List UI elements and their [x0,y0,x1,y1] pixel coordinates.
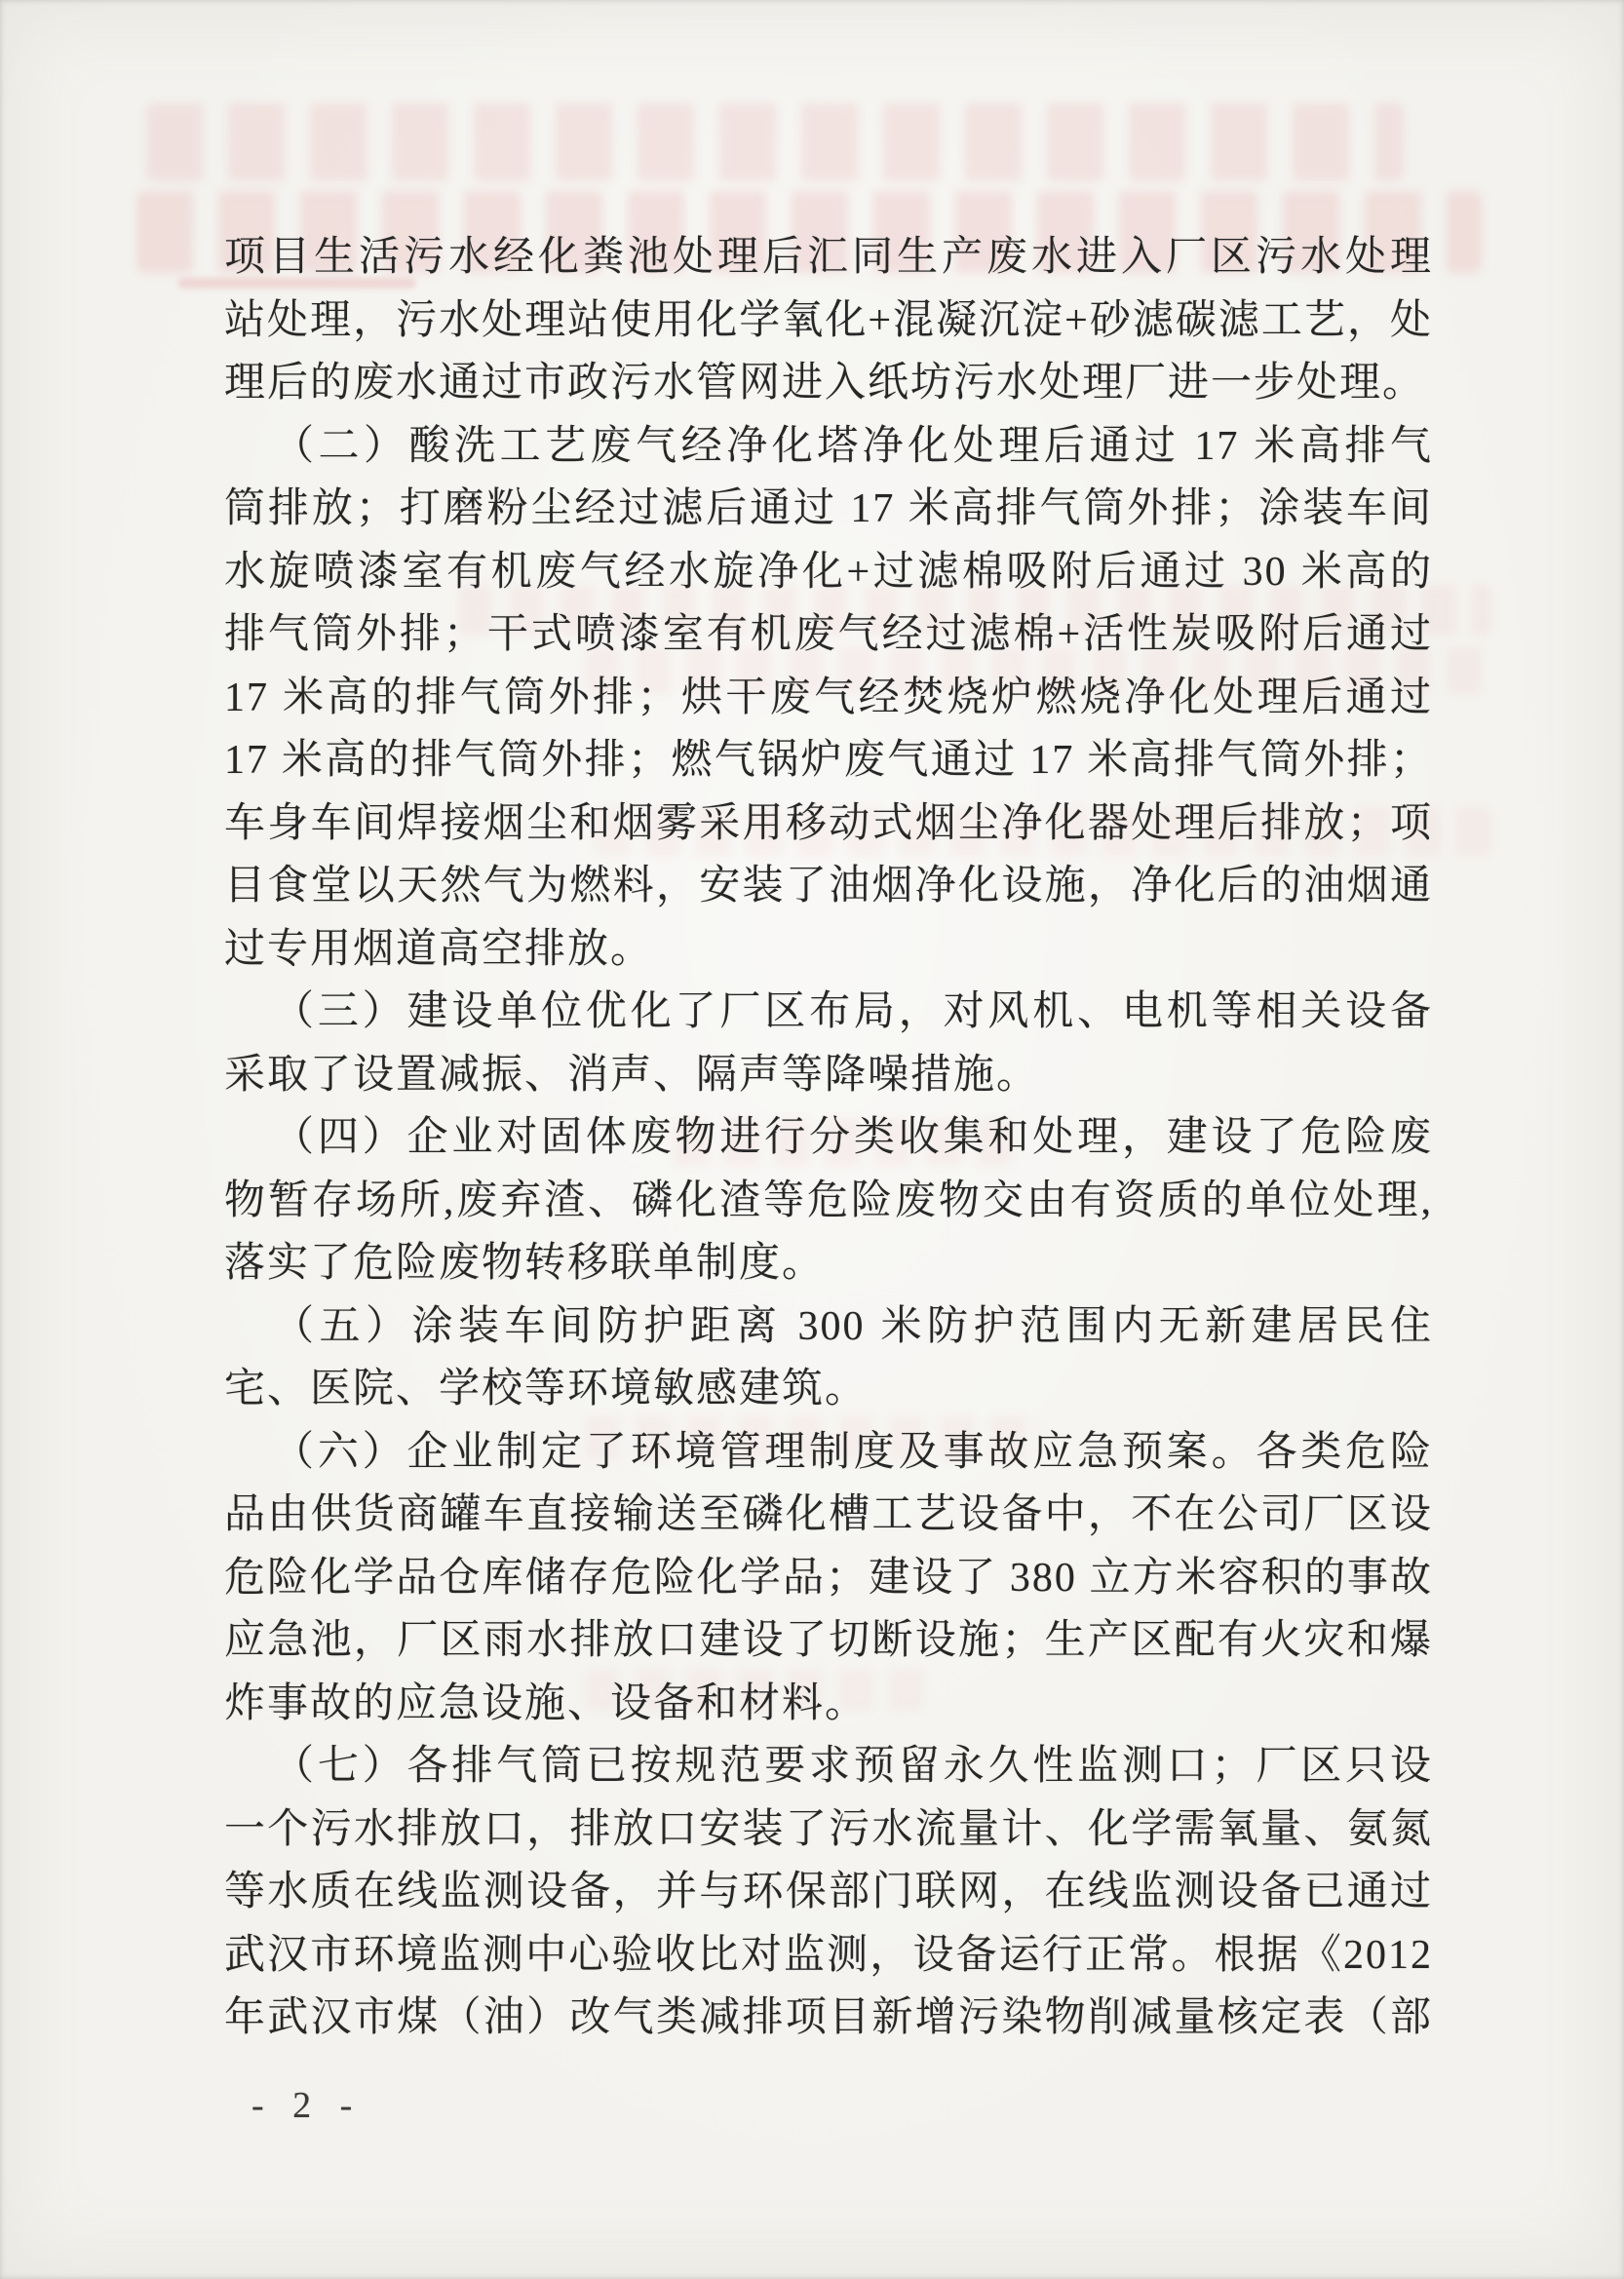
text-line: 排气筒外排；干式喷漆室有机废气经过滤棉+活性炭吸附后通过 [224,612,1433,657]
text-line: 理后的废水通过市政污水管网进入纸坊污水处理厂进一步处理。 [224,361,1426,406]
text-line: （六）企业制定了环境管理制度及事故应急预案。各类危险 [273,1429,1433,1475]
text-line: 过专用烟道高空排放。 [224,926,654,972]
text-line: 目食堂以天然气为燃料，安装了油烟净化设施，净化后的油烟通 [224,864,1433,908]
text-line: 宅、医院、学校等环境敏感建筑。 [224,1367,869,1411]
ink-bleed-artifact [146,103,1404,181]
text-line: 筒排放；打磨粉尘经过滤后通过 17 米高排气筒外排；涂装车间 [224,486,1433,531]
text-line: 物暂存场所,废弃渣、磷化渣等危险废物交由有资质的单位处理, [224,1178,1433,1223]
text-line: （五）涂装车间防护距离 300 米防护范围内无新建居民住 [273,1303,1433,1349]
text-line: （三）建设单位优化了厂区布局，对风机、电机等相关设备 [273,989,1433,1034]
text-line: 年武汉市煤（油）改气类减排项目新增污染物削减量核定表（部 [224,1995,1433,2040]
text-line: 站处理，污水处理站使用化学氧化+混凝沉淀+砂滤碳滤工艺，处 [224,297,1433,343]
page-number: - 2 - [251,2085,363,2126]
document-body [224,226,1433,2050]
text-line: 武汉市环境监测中心验收比对监测，设备运行正常。根据《2012 [224,1932,1433,1978]
text-line: （四）企业对固体废物进行分类收集和处理，建设了危险废 [273,1115,1433,1160]
text-line: 水旋喷漆室有机废气经水旋净化+过滤棉吸附后通过 30 米高的 [224,549,1433,595]
text-line: 项目生活污水经化粪池处理后汇同生产废水进入厂区污水处理 [224,235,1433,280]
text-line: （二）酸洗工艺废气经净化塔净化处理后通过 17 米高排气 [273,423,1433,469]
text-line: 车身车间焊接烟尘和烟雾采用移动式烟尘净化器处理后排放；项 [224,800,1433,846]
text-line: 落实了危险废物转移联单制度。 [224,1241,826,1286]
text-line: 17 米高的排气筒外排；烘干废气经焚烧炉燃烧净化处理后通过 [224,675,1433,720]
text-line: 炸事故的应急设施、设备和材料。 [224,1680,869,1726]
text-line: 等水质在线监测设备，并与环保部门联网，在线监测设备已通过 [224,1870,1433,1914]
text-line: 一个污水排放口，排放口安装了污水流量计、化学需氧量、氨氮 [224,1806,1433,1852]
text-line: 危险化学品仓库储存危险化学品；建设了 380 立方米容积的事故 [224,1555,1433,1601]
text-line: （七）各排气筒已按规范要求预留永久性监测口；厂区只设 [273,1744,1433,1789]
text-line: 17 米高的排气筒外排；燃气锅炉废气通过 17 米高排气筒外排； [224,738,1433,783]
text-line: 应急池，厂区雨水排放口建设了切断设施；生产区配有火灾和爆 [224,1618,1433,1663]
text-line: 采取了设置减振、消声、隔声等降噪措施。 [224,1052,1040,1098]
text-line: 品由供货商罐车直接输送至磷化槽工艺设备中，不在公司厂区设 [224,1492,1433,1537]
